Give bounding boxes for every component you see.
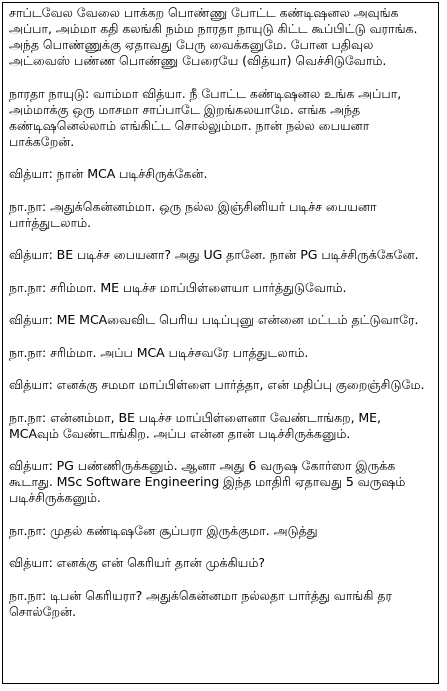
dialogue-line: நா.நா: சரிம்மா. ME படிச்ச மாப்பிள்ளையா பார்த்துடுவோம். (9, 279, 347, 295)
dialogue-line: வித்யா: எனக்கு என் கெரியர் தான் முக்கியம்? (9, 555, 265, 570)
dialogue-line: வித்யா: நான் MCA படிச்சிருக்கேன். (9, 166, 208, 181)
document-body (3, 3, 438, 620)
dialogue-line: வித்யா: எனக்கு சமமா மாப்பிள்ளை பார்த்தா, என் மதிப்பு குறைஞ்சிடுமே. (9, 377, 425, 392)
dialogue-line: நா.நா: அதுக்கென்னம்மா. ஒரு நல்ல இஞ்சினியர் படிச்ச பையனா பார்த்துடலாம். (9, 198, 377, 230)
document-frame (2, 2, 439, 684)
dialogue-line: வித்யா: BE படிச்ச பையனா? அது UG தானே. நான் PG படிச்சிருக்கேனே. (9, 247, 419, 262)
intro-paragraph: சாப்டவேல வேலை பாக்கற பொண்ணு போட்ட கண்டிஷனல அவுங்க அப்பா, அம்மா கதி கலங்கி நம்ம நாரதா நாயுடு கிட்ட கூப்பிட்டு வராங்க. அந்த பொண்ணுக்கு ஏதாவது பேரு வைக்கனுமே. போன பதிவுல அட்வைஸ் பண்ண பொண்ணு பேரையே (வித்யா) வெச்சிடுவோம். (9, 5, 418, 68)
dialogue-line: நா.நா: என்னம்மா, BE படிச்ச மாப்பிள்ளைனா வேண்டாங்கற, ME, MCAவும் வேண்டாங்கிற. அப்ப என்ன தான் படிச்சிருக்கனும். (9, 409, 381, 441)
dialogue-line: நா.நா: டிபன் கெரியரா? அதுக்கென்னமா நல்லதா பார்த்து வாங்கி தர சொல்றேன். (9, 587, 392, 619)
dialogue-line: வித்யா: ME MCAவைவிட பெரிய படிப்புனு என்னை மட்டம் தட்டுவாரே. (9, 312, 419, 327)
dialogue-line: நா.நா: முதல் கண்டிஷனே சூப்பரா இருக்குமா. அடுத்து (9, 522, 318, 538)
dialogue-line: நாரதா நாயுடு: வாம்மா வித்யா. நீ போட்ட கண்டிஷனல உங்க அப்பா, அம்மாக்கு ஒரு மாசமா சாப்பாடே இறங்கலயாமே. எங்க அந்த கண்டிஷனெல்லாம் எங்கிட்ட சொல்லும்மா. நான் நல்ல பையனா பாக்கறேன். (9, 85, 402, 149)
dialogue-line: வித்யா: PG பண்ணிருக்கனும். ஆனா அது 6 வருஷ கோர்ஸா இருக்க கூடாது. MSc Software Engineering இந்த மாதிரி ஏதாவது 5 வருஷம் படிச்சிருக்கனும். (9, 458, 406, 505)
dialogue-line: நா.நா: சரிம்மா. அப்ப MCA படிச்சவரே பாத்துடலாம். (9, 344, 309, 360)
